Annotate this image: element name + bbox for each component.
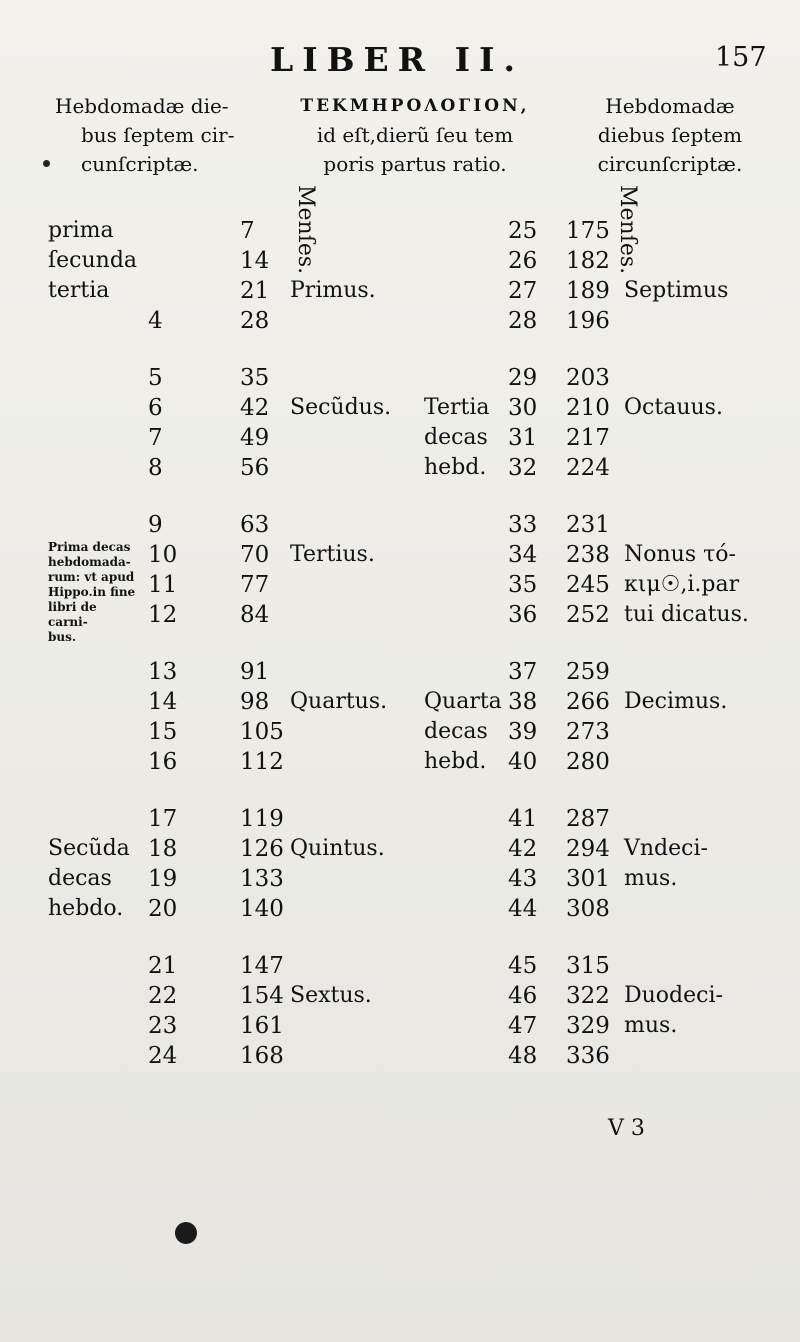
day-count: 84 bbox=[240, 602, 270, 628]
side-note-line: hebdomada- bbox=[48, 555, 131, 569]
week-number: 31 bbox=[508, 425, 538, 451]
week-number: 5 bbox=[148, 365, 163, 391]
day-count: 77 bbox=[240, 572, 270, 598]
week-number: 6 bbox=[148, 395, 163, 421]
week-number: 10 bbox=[148, 542, 178, 568]
day-count: 154 bbox=[240, 983, 284, 1009]
middle-column-heading bbox=[275, 92, 555, 179]
day-count: 210 bbox=[566, 395, 610, 421]
row-label: hebdo. bbox=[48, 896, 124, 921]
month-label: Secũdus. bbox=[290, 395, 392, 420]
week-number: 11 bbox=[148, 572, 178, 598]
day-count: 252 bbox=[566, 602, 610, 628]
day-count: 63 bbox=[240, 512, 270, 538]
week-number: 34 bbox=[508, 542, 538, 568]
week-number: 28 bbox=[508, 308, 538, 334]
month-label: mus. bbox=[624, 866, 678, 891]
row-label: decas bbox=[48, 866, 112, 891]
day-count: 119 bbox=[240, 806, 284, 832]
day-count: 112 bbox=[240, 749, 284, 775]
day-count: 49 bbox=[240, 425, 270, 451]
bullet-mark bbox=[43, 160, 50, 167]
left-heading-line: Hebdomadæ die- bbox=[55, 94, 229, 118]
week-number: 27 bbox=[508, 278, 538, 304]
day-count: 294 bbox=[566, 836, 610, 862]
day-count: 56 bbox=[240, 455, 270, 481]
day-count: 259 bbox=[566, 659, 610, 685]
row-label: ſecunda bbox=[48, 248, 138, 273]
row-label: Tertia bbox=[424, 395, 490, 420]
week-number: 8 bbox=[148, 455, 163, 481]
day-count: 182 bbox=[566, 248, 610, 274]
day-count: 35 bbox=[240, 365, 270, 391]
running-head: LIBER II. bbox=[270, 40, 524, 79]
mid-heading-line: poris partus ratio. bbox=[323, 152, 507, 176]
week-number: 43 bbox=[508, 866, 538, 892]
week-number: 7 bbox=[148, 425, 163, 451]
row-label: decas bbox=[424, 425, 488, 450]
day-count: 273 bbox=[566, 719, 610, 745]
month-label: Vndeci- bbox=[624, 836, 708, 861]
side-note-line: Prima decas bbox=[48, 540, 131, 554]
row-label: decas bbox=[424, 719, 488, 744]
day-count: 70 bbox=[240, 542, 270, 568]
day-count: 287 bbox=[566, 806, 610, 832]
week-number: 13 bbox=[148, 659, 178, 685]
week-number: 17 bbox=[148, 806, 178, 832]
day-count: 203 bbox=[566, 365, 610, 391]
week-number: 22 bbox=[148, 983, 178, 1009]
month-label: Tertius. bbox=[290, 542, 375, 567]
day-count: 315 bbox=[566, 953, 610, 979]
week-number: 41 bbox=[508, 806, 538, 832]
week-number: 32 bbox=[508, 455, 538, 481]
month-label: mus. bbox=[624, 1013, 678, 1038]
page-number: 157 bbox=[715, 42, 767, 73]
greek-title: ΤΕΚΜΗΡΟΛΟΓΙΟΝ, bbox=[300, 96, 530, 116]
day-count: 336 bbox=[566, 1043, 610, 1069]
day-count: 245 bbox=[566, 572, 610, 598]
day-count: 217 bbox=[566, 425, 610, 451]
month-label: Decimus. bbox=[624, 689, 728, 714]
day-count: 14 bbox=[240, 248, 270, 274]
month-label: tui dicatus. bbox=[624, 602, 749, 627]
day-count: 175 bbox=[566, 218, 610, 244]
week-number: 47 bbox=[508, 1013, 538, 1039]
signature-mark: V 3 bbox=[608, 1116, 645, 1141]
row-label: tertia bbox=[48, 278, 110, 303]
row-label: Quarta bbox=[424, 689, 502, 714]
day-count: 224 bbox=[566, 455, 610, 481]
row-label: prima bbox=[48, 218, 114, 243]
week-number: 21 bbox=[148, 953, 178, 979]
week-number: 40 bbox=[508, 749, 538, 775]
day-count: 280 bbox=[566, 749, 610, 775]
month-label: Duodeci- bbox=[624, 983, 723, 1008]
day-count: 329 bbox=[566, 1013, 610, 1039]
month-label: Septimus bbox=[624, 278, 729, 303]
side-note-line: rum: vt apud bbox=[48, 570, 135, 584]
day-count: 21 bbox=[240, 278, 270, 304]
week-number: 23 bbox=[148, 1013, 178, 1039]
row-label: hebd. bbox=[424, 455, 487, 480]
menses-label-right: Menſes. bbox=[615, 185, 640, 275]
week-number: 4 bbox=[148, 308, 163, 334]
month-label: κιμ☉,i.par bbox=[624, 572, 740, 597]
day-count: 42 bbox=[240, 395, 270, 421]
week-number: 26 bbox=[508, 248, 538, 274]
week-number: 25 bbox=[508, 218, 538, 244]
week-number: 45 bbox=[508, 953, 538, 979]
left-column-heading bbox=[55, 92, 265, 179]
day-count: 98 bbox=[240, 689, 270, 715]
side-note bbox=[48, 540, 138, 645]
day-count: 168 bbox=[240, 1043, 284, 1069]
week-number: 39 bbox=[508, 719, 538, 745]
row-label: hebd. bbox=[424, 749, 487, 774]
month-label: Nonus τό- bbox=[624, 542, 736, 567]
month-label: Quintus. bbox=[290, 836, 385, 861]
week-number: 35 bbox=[508, 572, 538, 598]
day-count: 266 bbox=[566, 689, 610, 715]
left-heading-line: cunſcriptæ. bbox=[81, 152, 199, 176]
day-count: 238 bbox=[566, 542, 610, 568]
week-number: 33 bbox=[508, 512, 538, 538]
month-label: Quartus. bbox=[290, 689, 388, 714]
right-heading-line: circunſcriptæ. bbox=[597, 152, 743, 176]
ink-spot bbox=[175, 1222, 197, 1244]
day-count: 140 bbox=[240, 896, 284, 922]
month-label: Sextus. bbox=[290, 983, 372, 1008]
right-heading-line: diebus ſeptem bbox=[597, 123, 743, 147]
day-count: 133 bbox=[240, 866, 284, 892]
week-number: 20 bbox=[148, 896, 178, 922]
day-count: 7 bbox=[240, 218, 255, 244]
left-heading-line: bus ſeptem cir- bbox=[81, 123, 235, 147]
day-count: 231 bbox=[566, 512, 610, 538]
day-count: 196 bbox=[566, 308, 610, 334]
week-number: 14 bbox=[148, 689, 178, 715]
day-count: 189 bbox=[566, 278, 610, 304]
week-number: 19 bbox=[148, 866, 178, 892]
side-note-line: libri de carni- bbox=[48, 600, 97, 629]
month-label: Primus. bbox=[290, 278, 376, 303]
right-column-heading bbox=[580, 92, 760, 179]
side-note-line: bus. bbox=[48, 630, 77, 644]
week-number: 24 bbox=[148, 1043, 178, 1069]
week-number: 38 bbox=[508, 689, 538, 715]
week-number: 16 bbox=[148, 749, 178, 775]
week-number: 46 bbox=[508, 983, 538, 1009]
side-note-line: Hippo.in fine bbox=[48, 585, 136, 599]
day-count: 301 bbox=[566, 866, 610, 892]
week-number: 15 bbox=[148, 719, 178, 745]
month-label: Octauus. bbox=[624, 395, 723, 420]
week-number: 12 bbox=[148, 602, 178, 628]
row-label: Secũda bbox=[48, 836, 130, 861]
week-number: 42 bbox=[508, 836, 538, 862]
week-number: 36 bbox=[508, 602, 538, 628]
week-number: 37 bbox=[508, 659, 538, 685]
day-count: 161 bbox=[240, 1013, 284, 1039]
week-number: 30 bbox=[508, 395, 538, 421]
day-count: 147 bbox=[240, 953, 284, 979]
week-number: 18 bbox=[148, 836, 178, 862]
day-count: 308 bbox=[566, 896, 610, 922]
week-number: 44 bbox=[508, 896, 538, 922]
week-number: 48 bbox=[508, 1043, 538, 1069]
right-heading-line: Hebdomadæ bbox=[605, 94, 735, 118]
menses-label-left: Menſes. bbox=[293, 185, 318, 275]
mid-heading-line: id eſt,dierũ ſeu tem bbox=[316, 123, 514, 147]
day-count: 28 bbox=[240, 308, 270, 334]
day-count: 322 bbox=[566, 983, 610, 1009]
week-number: 29 bbox=[508, 365, 538, 391]
day-count: 91 bbox=[240, 659, 270, 685]
day-count: 105 bbox=[240, 719, 284, 745]
day-count: 126 bbox=[240, 836, 284, 862]
week-number: 9 bbox=[148, 512, 163, 538]
